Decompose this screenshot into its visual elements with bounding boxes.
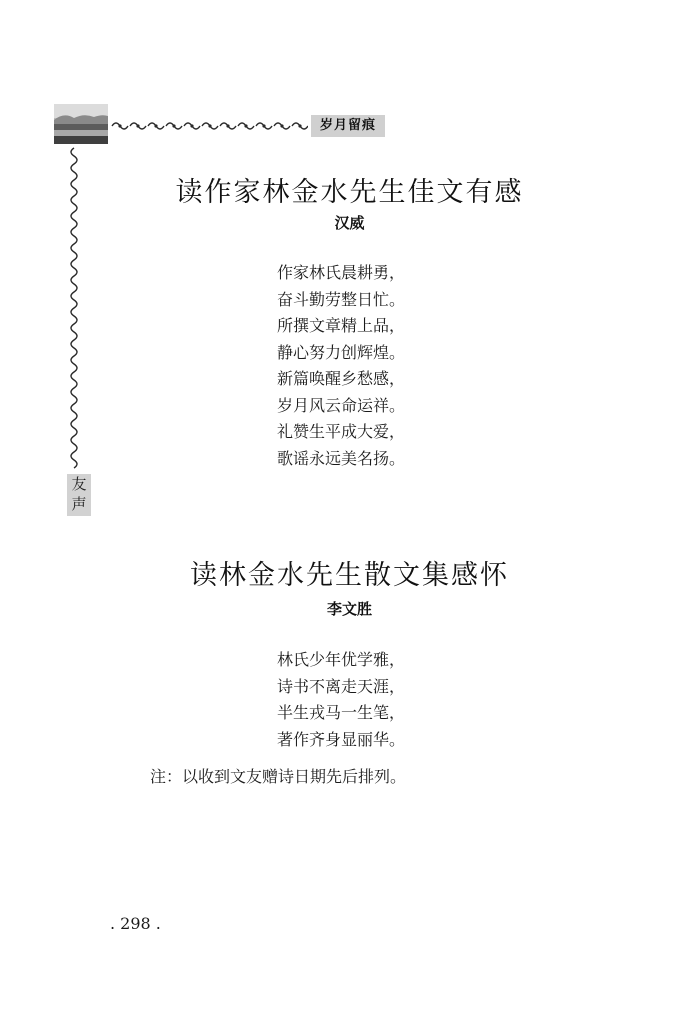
poem-2-line: 著作齐身显丽华。 — [277, 729, 406, 749]
side-label-char-1: 友 — [71, 475, 87, 493]
poem-1-line: 礼赞生平成大爱， — [277, 422, 406, 441]
poem-1-lines — [277, 260, 405, 472]
poem-2-line: 半生戎马一生笔， — [277, 703, 406, 722]
poem-2-lines — [277, 647, 405, 753]
poem-2-author: 李文胜 — [326, 600, 372, 618]
poem-2-title: 读林金水先生散文集感怀 — [190, 560, 509, 591]
poem-2-line: 林氏少年优学雅， — [277, 650, 406, 669]
poem-2-line: 诗书不离走天涯， — [277, 676, 406, 696]
side-label — [67, 474, 91, 516]
poem-1-line: 作家林氏晨耕勇， — [277, 263, 406, 282]
poem-1-line: 歌谣永远美名扬。 — [277, 448, 406, 468]
poem-1-line: 岁月风云命运祥。 — [277, 395, 406, 415]
poem-1-line: 静心努力创辉煌。 — [277, 342, 406, 362]
section-label: 岁月留痕 — [311, 115, 385, 137]
poem-1-line: 奋斗勤劳整日忙。 — [277, 289, 406, 309]
poem-1-line: 新篇唤醒乡愁感， — [277, 369, 406, 388]
header-landscape-image — [54, 104, 108, 144]
header-ornament-border — [110, 118, 308, 134]
poem-1-line: 所撰文章精上品， — [277, 316, 406, 335]
footnote: 注：以收到文友赠诗日期先后排列。 — [150, 767, 407, 786]
side-label-char-2: 声 — [71, 495, 87, 513]
poem-1-author: 汉威 — [334, 214, 365, 232]
poem-1-title: 读作家林金水先生佳文有感 — [175, 177, 524, 208]
page-number: . 298 . — [110, 914, 161, 933]
